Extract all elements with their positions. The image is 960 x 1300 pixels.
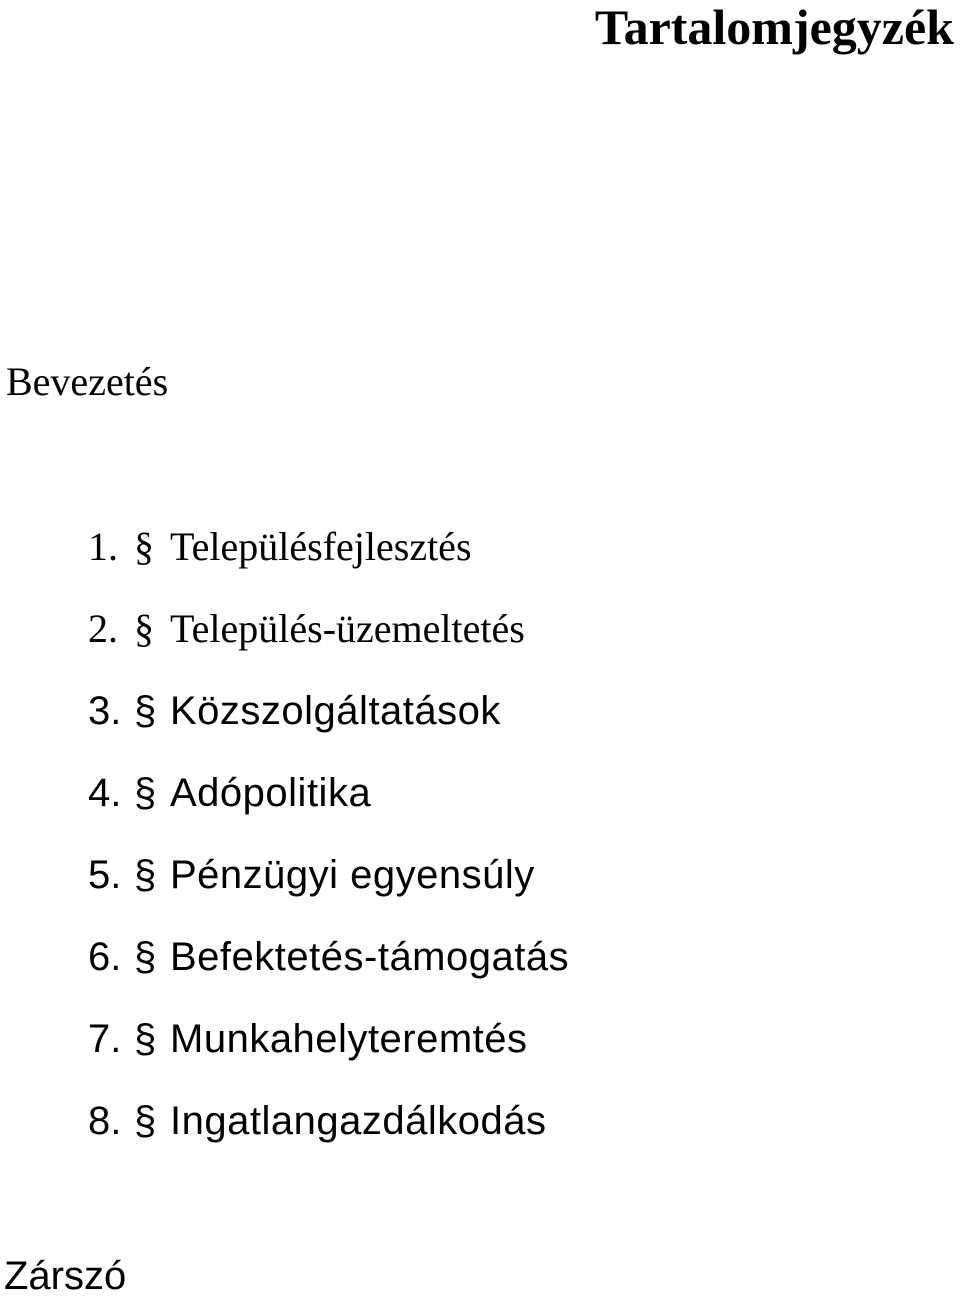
toc-item-number: 8.	[88, 1099, 122, 1143]
toc-item-number: 1.	[88, 524, 118, 569]
section-sign-icon: §	[134, 689, 157, 733]
toc-item-number: 3.	[88, 689, 122, 733]
toc-item-label: Adópolitika	[170, 771, 372, 815]
toc-item-number: 7.	[88, 1017, 122, 1061]
section-sign-icon: §	[134, 1099, 157, 1143]
toc-item-label: Településfejlesztés	[170, 524, 472, 569]
toc-item-label: Közszolgáltatások	[170, 689, 501, 733]
toc-item-label: Település-üzemeltetés	[170, 606, 525, 651]
toc-item-number: 5.	[88, 853, 122, 897]
page-title: Tartalomjegyzék	[594, 0, 954, 55]
toc-item-label: Pénzügyi egyensúly	[170, 853, 535, 897]
toc-item-label: Befektetés-támogatás	[170, 935, 570, 979]
toc-item-number: 4.	[88, 771, 122, 815]
section-sign-icon: §	[134, 1017, 157, 1061]
section-sign-icon: §	[134, 771, 157, 815]
toc-item-label: Ingatlangazdálkodás	[170, 1099, 547, 1143]
section-sign-icon: §	[134, 524, 154, 569]
section-sign-icon: §	[134, 606, 154, 651]
toc-closing: Zárszó	[4, 1254, 127, 1298]
toc-item-label: Munkahelyteremtés	[170, 1017, 528, 1061]
section-sign-icon: §	[134, 853, 157, 897]
toc-item-number: 2.	[88, 606, 118, 651]
toc-intro: Bevezetés	[6, 359, 169, 404]
section-sign-icon: §	[134, 935, 157, 979]
toc-item-number: 6.	[88, 935, 122, 979]
